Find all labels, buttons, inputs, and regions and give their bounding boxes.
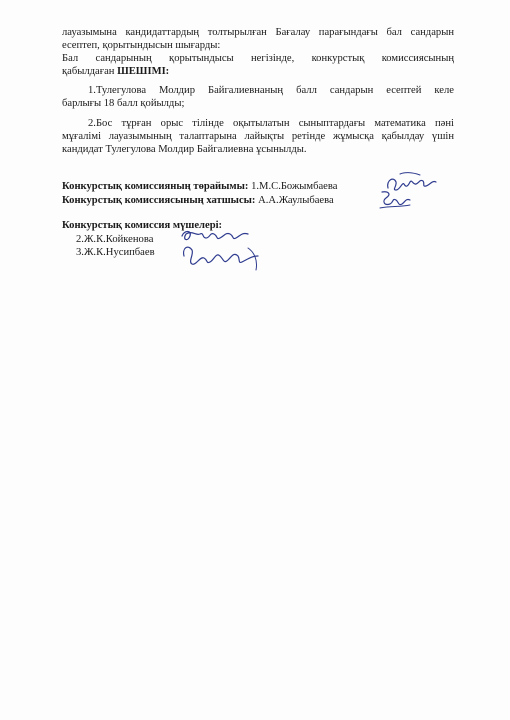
member-1: 2.Ж.К.Койкенова [76, 234, 154, 245]
item2-line-3: кандидат Тулегулова Молдир Байгалиевна ұсынылды. [62, 144, 307, 155]
secretary-signature-icon [376, 188, 416, 212]
members-label: Конкурстық комиссия мүшелері: [62, 220, 223, 231]
member-2: 3.Ж.К.Нусипбаев [76, 247, 155, 258]
item2-line-2: мұғалімі лауазымының талаптарына лайықты ретінде жұмысқа қабылдау үшін [62, 131, 454, 142]
chair-label: Конкурстық комиссияның төрайымы: [62, 181, 249, 192]
paragraph-line-2: есептеп, қорытындысын шығарды: [62, 40, 221, 51]
members-signature-icon [178, 226, 268, 274]
paragraph-line-1: лауазымына кандидаттардың толтырылған Бағалау парағындағы бал сандарын [62, 27, 454, 38]
secretary-name: А.А.Жаулыбаева [258, 195, 334, 206]
item1-line-1: 1.Тулегулова Молдир Байгалиевнаның балл сандарын есептей келе [88, 85, 454, 96]
decision-prefix: қабылдаған [62, 66, 115, 77]
secretary-label: Конкурстық комиссиясының хатшысы: [62, 195, 256, 206]
decision-bold: ШЕШІМІ: [117, 66, 170, 77]
item1-line-2: барлығы 18 балл қойылды; [62, 98, 185, 109]
item2-line-1: 2.Бос тұрған орыс тілінде оқытылатын сыныптардағы математика пәні [88, 118, 454, 129]
decision-heading [62, 65, 454, 78]
basis-line: Бал сандарының қорытындысы негізінде, конкурстық комиссиясының [62, 53, 454, 64]
chair-name: 1.М.С.Божымбаева [251, 181, 338, 192]
